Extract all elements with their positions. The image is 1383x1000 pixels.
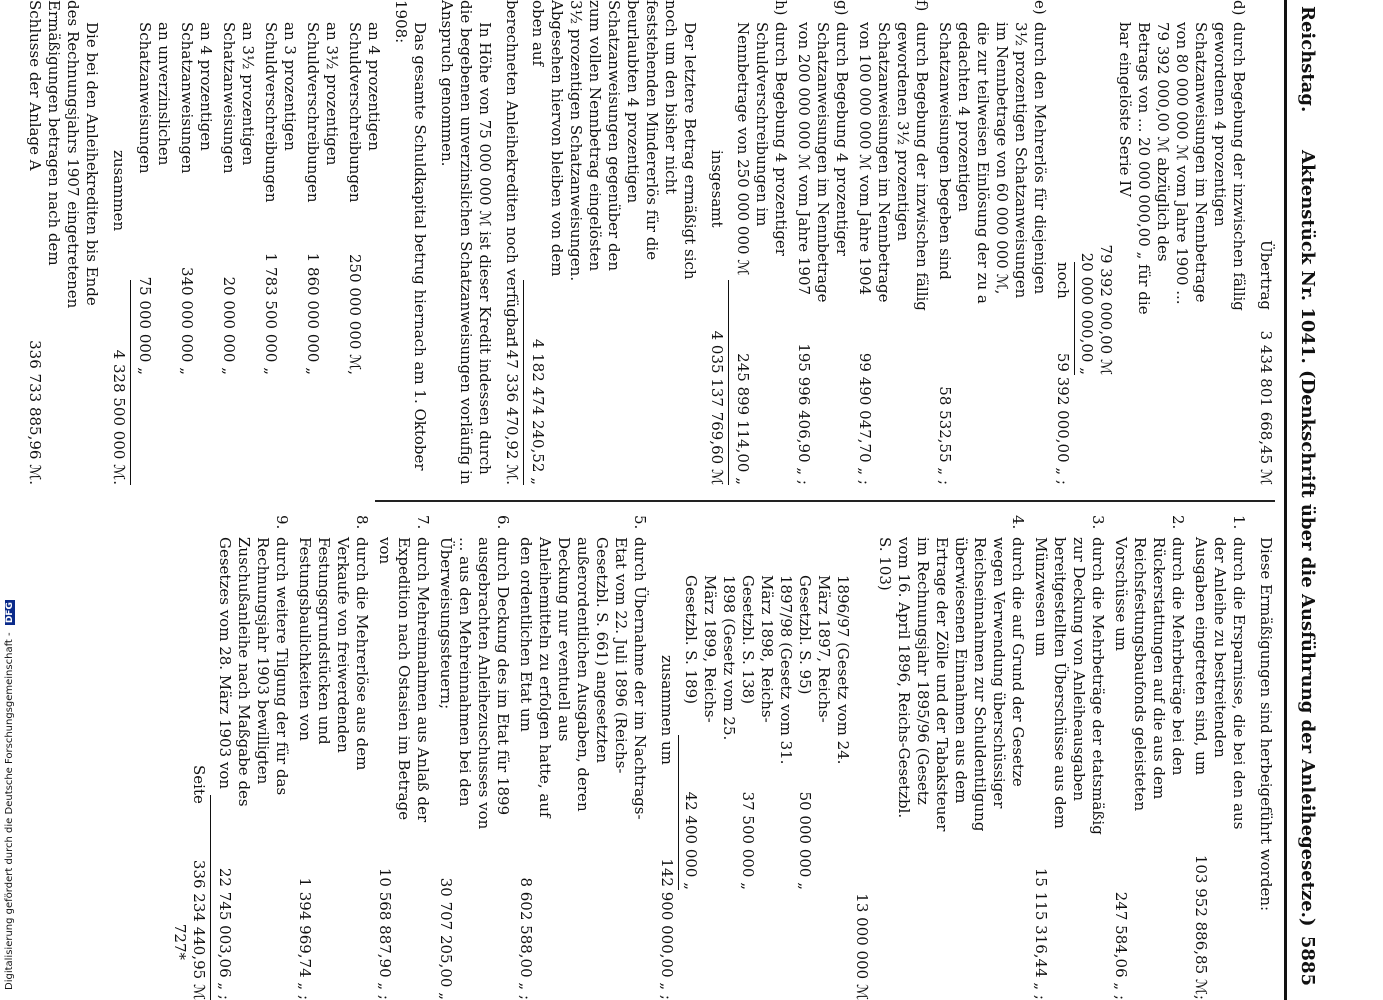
item4-sub-amount: 42 400 000 „ <box>682 791 700 890</box>
capital-amount: 1 783 500 000 „ <box>262 252 280 375</box>
available-amount: 147 336 470,92 ℳ. <box>503 340 521 485</box>
left-column <box>21 0 1275 485</box>
page-header <box>1284 0 1327 1000</box>
reduction-item-text: durch die auf Grund der Gesetze wegen Verwendung überschüssiger Reichseinnahmen zur Schuldentilgung überwiesenen Einnahmen aus dem Ertrage der Zölle und der Tabaksteuer im Rechnungsjahr 1895/96 (Gesetz vom 16. April 1896, Reichs-Gesetzbl. S. 103) <box>876 537 1027 832</box>
item4-total-amount: 142 900 000,00 „ ; <box>658 858 676 1000</box>
reduction-item-num: 4. <box>1009 515 1027 530</box>
entry-f-text: durch Begebung der inzwischen fällig gewordenen 3½ prozentigen Schatzanweisungen im Nennbetrage von 100 000 000 ℳ vom Jahre 1904 <box>856 22 931 311</box>
entry-d <box>1053 0 1248 485</box>
reduction-item <box>215 515 291 1000</box>
available-label: berechneten Anleihekrediten noch verfügbar <box>503 0 521 344</box>
total-amount: 4 035 137 769,60 ℳ <box>708 330 726 485</box>
reduction-item <box>295 515 371 1000</box>
capital-row <box>345 0 383 485</box>
capital-total-amount: 4 328 500 000 ℳ. <box>110 349 128 485</box>
reduction-item <box>1031 515 1107 1000</box>
item4-sub-row <box>681 515 738 1000</box>
entry-h-num: h) <box>772 0 790 16</box>
reduction-item-num: 7. <box>414 515 432 530</box>
header-title: Aktenstück Nr. 1041. (Denkschrift über die Ausführung der Anleihegesetze.) <box>1297 150 1318 927</box>
reduction-item-amount: 15 115 316,44 „ ; <box>1032 867 1050 1000</box>
digitization-note <box>4 600 15 990</box>
item4-sub-row <box>738 515 795 1000</box>
digitization-text: Digitalisierung gefördert durch die Deutsche Forschungsgemeinschaft - <box>4 632 15 990</box>
capital-row <box>261 0 299 485</box>
reduction-item-text: durch die Mehrbeträge bei den Rückerstattungen auf die aus dem Reichsfestungsbaufonds geleisteten Vorschüsse um <box>1112 537 1187 812</box>
entry-d-sub1: 79 392 000,00 ℳ <box>1097 244 1115 375</box>
entry-h <box>733 0 790 485</box>
reduction-item-text: durch die Mehrerlöse aus dem Verkaufe von freiwerdenden Festungsgrundstücken und Festungsbaulichkeiten von <box>296 537 371 771</box>
page-number: 5885 <box>1297 935 1318 986</box>
paragraph-4-amount: 336 733 885,96 ℳ. <box>26 340 44 485</box>
reduction-item-text: durch Mehreinnahmen aus Anlaß der Expedition nach Ostasien im Betrage von <box>376 537 432 823</box>
entry-h-text: durch Begebung 4 prozentiger Schuldverschreibungen im Nennbetrage von 250 000 000 ℳ <box>734 22 790 276</box>
entry-g-num: g) <box>833 0 851 16</box>
footnote-line <box>170 515 189 1000</box>
reduction-item <box>436 515 512 1000</box>
capital-total-line <box>109 0 128 485</box>
item4-sub-amount: 50 000 000 „ <box>796 791 814 890</box>
column-divider <box>375 500 1275 502</box>
paragraph-4-text: Die bei den Anleihekrediten bis Ende des Rechnungsjahrs 1907 eingetretenen Ermäßigungen betragen nach dem Schlusse der Anlage A <box>26 0 101 309</box>
capital-row <box>177 0 215 485</box>
capital-label: an 4 prozentigen Schatzanweisungen <box>178 22 215 174</box>
right-intro: Diese Ermäßigungen sind herbeigeführt worden: <box>1257 537 1275 912</box>
entry-e-text: durch den Mehrerlös für diejenigen 3½ prozentigen Schatzanweisungen im Nennbetrage von 60 000 000 ℳ, die zur teilweisen Einlösung der zu a gedachten 4 prozentigen Schatzanweisungen begeben sind <box>936 22 1049 304</box>
capital-amount: 250 000 000 ℳ, <box>346 253 364 375</box>
capital-label: an 3½ prozentigen Schatzanweisungen <box>220 22 257 174</box>
paragraph-3: Das gesamte Schuldkapital betrug hiernach am 1. Oktober 1908: <box>392 0 429 471</box>
entry-d-text: durch Begebung der inzwischen fällig gewordenen 4 prozentigen Schatzanweisungen im Nennbetrage von 80 000 000 ℳ vom Jahre 1900 ... 79 392 000,00 ℳ abzüglich des Betrags von ... 20 000 000,00 „ für die bar eingelöste Serie IV <box>1116 22 1248 315</box>
right-column <box>170 515 1275 1000</box>
carry-line <box>1256 0 1275 485</box>
item4-sub-list <box>681 515 871 1000</box>
reduction-item-num: 5. <box>631 515 649 530</box>
capital-label: an unverzinslichen Schatzanweisungen <box>136 22 173 174</box>
entry-e-amount: 58 532,55 „ ; <box>936 386 954 485</box>
reduction-item <box>375 515 432 1000</box>
reduction-item-text: durch Deckung des im Etat für 1899 ausgebrachten Anleihezuschusses von ... aus den Mehreinnahmen bei den Überweisungssteuern; <box>437 537 512 830</box>
capital-list <box>135 0 383 485</box>
reduction-item-text: durch Übernahme der im Nachtrags-Etat vom 22. Juli 1896 (Reichs-Gesetzbl. S. 661) angesetzten außerordentlichen Ausgaben, deren Deckung nur eventuell aus Anleihemitteln zu erfolgen hatte, auf den ordentlichen Etat um <box>517 537 649 820</box>
capital-amount: 1 860 000 000 „ <box>304 252 322 375</box>
capital-amount: 340 000 000 „ <box>178 267 196 375</box>
reduction-item-amount: 22 745 003,06 „ ; <box>216 867 234 1000</box>
footnote-number: 727* <box>171 923 189 960</box>
reduction-item-amount: 247 584,06 „ ; <box>1112 891 1130 1000</box>
paragraph-1-text: Der letztere Betrag ermäßigt sich noch um den bisher nicht feststehenden Mindererlös für die beurlaubten 4 prozentigen Schatzanweisungen gegenüber den zum vollen Nennbetrag eingelösten 3½ prozentigen Schatzanweisungen. Abgesehen hiervon bleiben von dem oben auf <box>529 0 699 282</box>
item4-sub-text: 1898 (Gesetz vom 25. März 1899, Reichs-Gesetzbl. S. 189) <box>682 575 738 741</box>
reduction-item <box>1191 515 1248 1000</box>
carry-amount: 3 434 801 668,45 ℳ <box>1257 330 1275 485</box>
entry-d-amount: 59 392 000,00 „ ; <box>1054 352 1072 485</box>
capital-amount: 75 000 000 „ <box>136 276 154 375</box>
capital-label: an 3½ prozentigen Schuldverschreibungen <box>304 22 341 203</box>
entry-g-text: durch Begebung 4 prozentiger Schatzanweisungen im Nennbetrage von 200 000 000 ℳ vom Jahre 1907 <box>795 22 851 303</box>
document-page <box>26 0 1335 1000</box>
entry-h-amount: 245 899 114,00 „ <box>734 353 752 485</box>
capital-row <box>135 0 173 485</box>
reduction-list-a <box>875 515 1248 1000</box>
reduction-item <box>1111 515 1187 1000</box>
total-line <box>707 0 726 485</box>
item4-sub-row <box>795 515 852 1000</box>
reduction-item-amount: 1 394 969,74 „ ; <box>296 877 314 1000</box>
available-line <box>502 0 521 485</box>
reduction-item-num: 2. <box>1169 515 1187 530</box>
entry-f <box>855 0 931 485</box>
reduction-item-num: 3. <box>1089 515 1107 530</box>
item4-first-line <box>852 515 871 1000</box>
total-label: insgesamt <box>708 150 726 228</box>
capital-total-label: zusammen <box>110 150 128 232</box>
capital-row <box>303 0 341 485</box>
item4-first-amount: 13 000 000 ℳ <box>853 893 871 1000</box>
capital-amount: 20 000 000 „ <box>220 276 238 375</box>
capital-label: an 4 prozentigen Schuldverschreibungen <box>346 22 383 203</box>
entry-d-num: d) <box>1230 0 1248 16</box>
reduction-item <box>516 515 649 1000</box>
item4-sub-amount: 37 500 000 „ <box>739 791 757 890</box>
carry-label: Übertrag <box>1257 240 1275 311</box>
entry-g <box>794 0 851 485</box>
reduction-item-num: 9. <box>273 515 291 530</box>
seite-line <box>189 515 208 1000</box>
reduction-item-amount: 10 568 887,90 „ ; <box>376 867 394 1000</box>
entry-e-num: e) <box>1031 0 1049 15</box>
dfg-logo: DFG <box>5 602 15 624</box>
reduction-item-text: durch die Ersparnisse, die bei den aus der Anleihe zu bestreitenden Ausgaben eingetreten sind, um <box>1192 537 1248 830</box>
reduction-item-amount: 30 707 205,00 „ <box>437 877 455 1000</box>
reduction-item <box>875 515 1027 1000</box>
item4-sub-text: 1897/98 (Gesetz vom 31. März 1898, Reichs-Gesetzbl. S. 138) <box>739 575 795 765</box>
entry-e <box>935 0 1049 485</box>
reduction-item-text: durch weitere Tilgung der für das Rechnungsjahr 1903 bewilligten Zuschußanleihe nach Maßgabe des Gesetzes vom 28. März 1903 von <box>216 537 291 807</box>
reduction-item-num: 8. <box>353 515 371 530</box>
paragraph-1 <box>528 0 699 485</box>
paragraph-4 <box>25 0 101 485</box>
entry-f-num: f) <box>913 0 931 12</box>
item4-sub-text: 1896/97 (Gesetz vom 24. März 1897, Reichs-Gesetzbl. S. 95) <box>796 575 852 765</box>
seite-label: Seite <box>190 765 208 804</box>
reduction-item-num: 1. <box>1230 515 1248 530</box>
header-left: Reichstag. <box>1297 6 1318 113</box>
reduction-item-amount: 8 602 588,00 „ ; <box>517 877 535 1000</box>
item4-total-line <box>657 515 676 1000</box>
entry-d-sub2: 20 000 000,00 „ <box>1078 252 1096 375</box>
paragraph-1-amount: 4 182 474 240,52 „ <box>529 338 547 485</box>
reduction-item-amount: 103 952 886,85 ℳ; <box>1192 854 1210 1000</box>
entry-f-amount: 99 490 047,70 „ ; <box>856 352 874 485</box>
seite-amount: 336 234 440,95 ℳ <box>190 859 208 1000</box>
entry-d-noch: noch <box>1054 262 1072 299</box>
capital-row <box>219 0 257 485</box>
reduction-item-text: durch die Mehrbeträge der etatsmäßig zur Deckung von Anleiheausgaben bereitgestellten Überschüsse aus dem Münzwesen um <box>1032 537 1107 835</box>
item4-total-label: zusammen um <box>658 655 676 765</box>
entry-g-amount: 195 996 406,90 „ ; <box>795 343 813 485</box>
capital-label: an 3 prozentigen Schuldverschreibungen <box>262 22 299 203</box>
paragraph-2: In Höhe von 75 000 000 ℳ ist dieser Kredit indessen durch die begebenen unverzinslichen Schatzanweisungen vorläufig in Anspruch genommen. <box>438 0 494 485</box>
reduction-list-b <box>215 515 649 1000</box>
reduction-item-num: 6. <box>494 515 512 530</box>
